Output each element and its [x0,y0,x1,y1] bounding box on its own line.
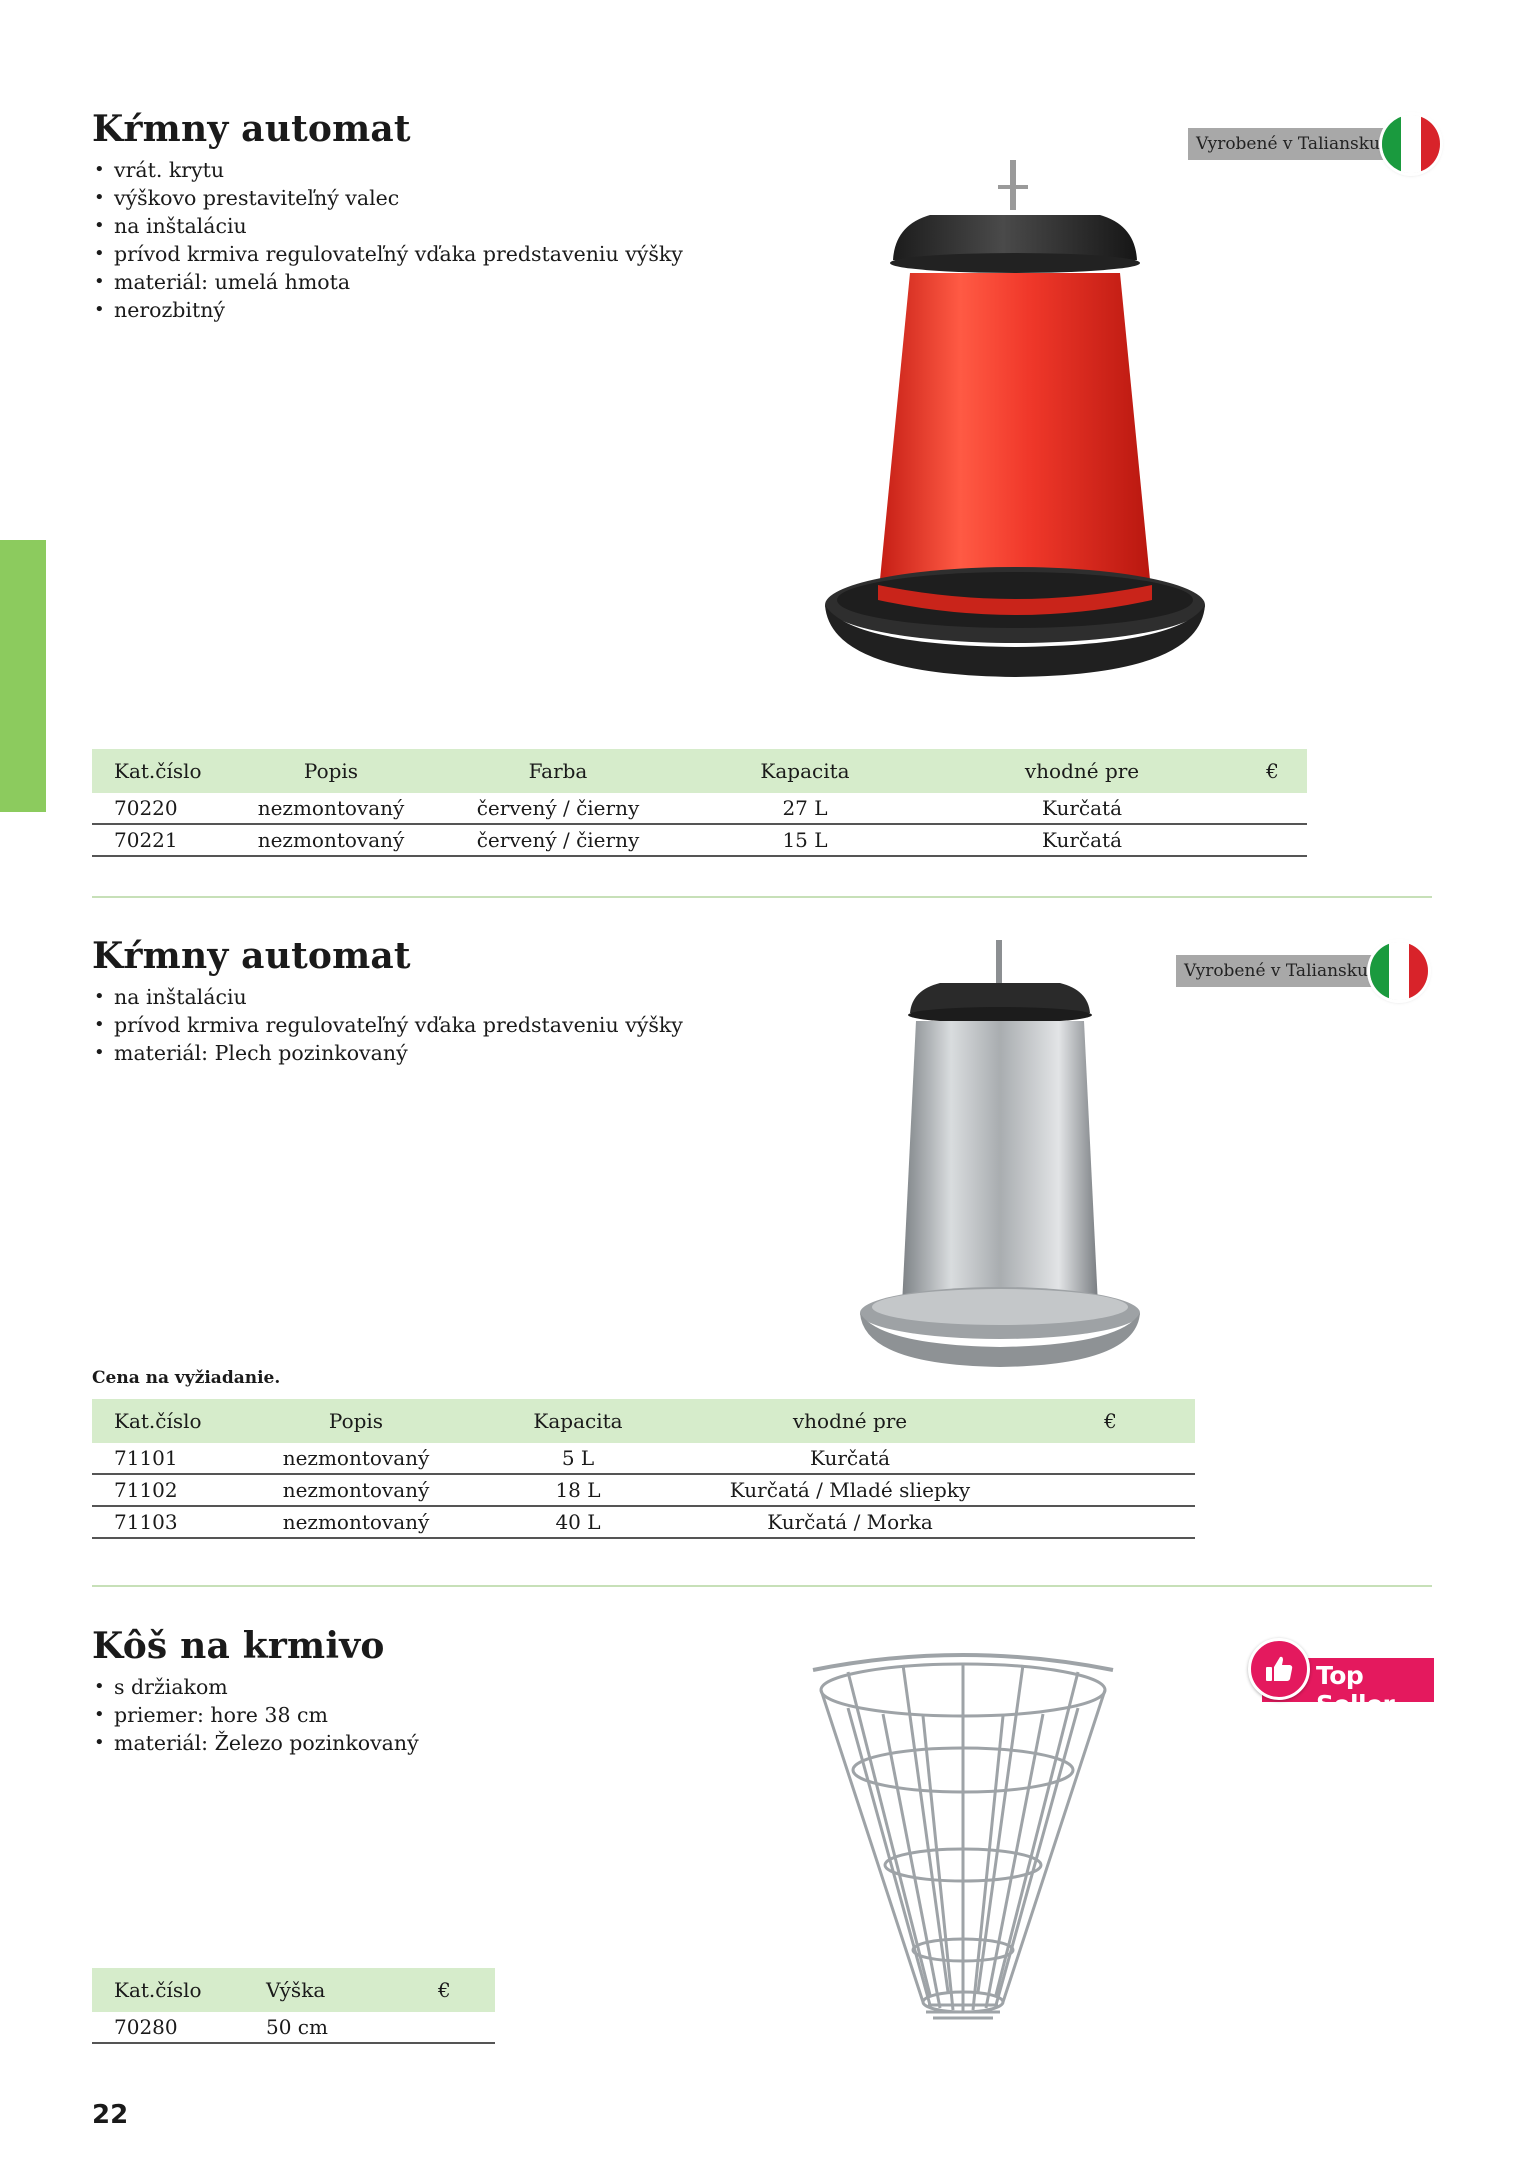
cell-catno: 71103 [92,1506,230,1538]
cell-suitable-for: Kurčatá [674,1443,1026,1474]
top-seller-label: Top Seller [1316,1661,1395,1719]
wire-basket-image [808,1650,1118,2040]
cell-height: 50 cm [260,2012,432,2043]
made-in-italy-badge [1176,942,1428,1000]
cell-price [1026,1443,1195,1474]
feature-item: • materiál: Železo pozinkovaný [92,1729,1432,1757]
table-header-row [92,1968,495,2012]
product-table-3 [92,1968,495,2044]
italy-flag-icon [1382,115,1440,173]
col-header-color: Farba [432,749,684,793]
product-table-1 [92,749,1307,857]
cell-capacity: 27 L [684,793,926,824]
cell-price [432,2012,495,2043]
feature-item: • nerozbitný [92,296,1432,324]
col-header-description: Popis [230,749,432,793]
table-row [92,1474,1195,1506]
plastic-feeder-image [820,155,1220,715]
thumbs-up-icon [1248,1638,1310,1700]
feature-item: • prívod krmiva regulovateľný vďaka predstaveniu výšky [92,240,1432,268]
italy-flag-icon [1370,942,1428,1000]
table-row [92,1443,1195,1474]
cell-suitable-for: Kurčatá [926,824,1238,856]
cell-price [1238,793,1307,824]
cell-suitable-for: Kurčatá / Mladé sliepky [674,1474,1026,1506]
section-color-tab [0,540,46,812]
metal-feeder-image [850,935,1150,1375]
cell-color: červený / čierny [432,824,684,856]
table-header-row [92,749,1307,793]
section-divider [92,1585,1432,1587]
product-title: Kôš na krmivo [92,1625,385,1667]
cell-price [1026,1506,1195,1538]
table-row [92,2012,495,2043]
top-seller-badge [1248,1638,1434,1719]
cell-description: nezmontovaný [230,1443,482,1474]
feature-item: • prívod krmiva regulovateľný vďaka predstaveniu výšky [92,1011,1432,1039]
cell-suitable-for: Kurčatá / Morka [674,1506,1026,1538]
col-header-catno: Kat.číslo [92,1399,230,1443]
cell-capacity: 5 L [482,1443,674,1474]
cell-price [1026,1474,1195,1506]
table-row [92,824,1307,856]
product-title: Kŕmny automat [92,108,411,150]
cell-capacity: 18 L [482,1474,674,1506]
page-number: 22 [92,2100,129,2130]
cell-catno: 71102 [92,1474,230,1506]
product-section-3 [92,1625,1432,1757]
feature-item: • priemer: hore 38 cm [92,1701,1432,1729]
cell-capacity: 15 L [684,824,926,856]
feature-item: • materiál: umelá hmota [92,268,1432,296]
section-divider [92,896,1432,898]
table-header-row [92,1399,1195,1443]
product-title: Kŕmny automat [92,935,411,977]
cell-suitable-for: Kurčatá [926,793,1238,824]
cell-catno: 70221 [92,824,230,856]
table-row [92,1506,1195,1538]
feature-list [92,1673,1432,1757]
feature-list [92,156,1432,324]
product-table-2 [92,1399,1195,1539]
cell-catno: 71101 [92,1443,230,1474]
cell-description: nezmontovaný [230,793,432,824]
feature-item: • materiál: Plech pozinkovaný [92,1039,1432,1067]
feature-item: • výškovo prestaviteľný valec [92,184,1432,212]
col-header-catno: Kat.číslo [92,1968,260,2012]
made-in-label: Vyrobené v Taliansku [1176,955,1376,987]
col-header-suitable-for: vhodné pre [926,749,1238,793]
feature-item: • na inštaláciu [92,983,1432,1011]
col-header-capacity: Kapacita [684,749,926,793]
col-header-price: € [432,1968,495,2012]
feature-item: • s držiakom [92,1673,1432,1701]
cell-description: nezmontovaný [230,1474,482,1506]
price-on-request-note: Cena na vyžiadanie. [92,1368,281,1388]
cell-catno: 70280 [92,2012,260,2043]
feature-item: • vrát. krytu [92,156,1432,184]
col-header-catno: Kat.číslo [92,749,230,793]
cell-color: červený / čierny [432,793,684,824]
made-in-label: Vyrobené v Taliansku [1188,128,1388,160]
col-header-suitable-for: vhodné pre [674,1399,1026,1443]
cell-catno: 70220 [92,793,230,824]
col-header-price: € [1238,749,1307,793]
col-header-description: Popis [230,1399,482,1443]
cell-description: nezmontovaný [230,1506,482,1538]
made-in-italy-badge [1188,115,1440,173]
cell-capacity: 40 L [482,1506,674,1538]
col-header-capacity: Kapacita [482,1399,674,1443]
table-row [92,793,1307,824]
col-header-height: Výška [260,1968,432,2012]
cell-description: nezmontovaný [230,824,432,856]
feature-item: • na inštaláciu [92,212,1432,240]
cell-price [1238,824,1307,856]
col-header-price: € [1026,1399,1195,1443]
